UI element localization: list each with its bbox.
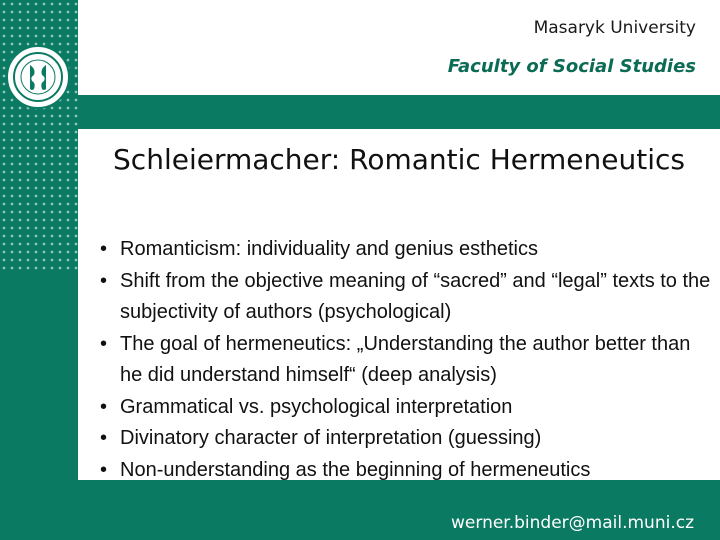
slide-header: [78, 0, 720, 95]
bullet-text: Romanticism: individuality and genius esthetics: [120, 238, 538, 260]
bullet-text: Grammatical vs. psychological interpretation: [120, 395, 513, 418]
bullet-text: Non-understanding as the beginning of hermeneutics: [120, 458, 591, 481]
bullet-icon: •: [100, 269, 108, 292]
header-band: [78, 95, 720, 129]
bullet-text: The goal of hermeneutics: „Understanding the author better than he did understand himself“ (deep analysis): [120, 332, 691, 386]
slide-title: Schleiermacher: Romantic Hermeneutics: [113, 143, 685, 176]
bullet-item: [100, 329, 712, 392]
university-name: Masaryk University: [533, 18, 696, 38]
university-seal-icon: [6, 45, 70, 109]
bullet-item: [100, 423, 712, 455]
bullet-item: [100, 392, 712, 424]
author-email: werner.binder@mail.muni.cz: [451, 513, 694, 533]
bullet-list: [100, 234, 712, 486]
bullet-text: Shift from the objective meaning of “sacred” and “legal” texts to the subjectivity of authors (psychological): [120, 269, 711, 323]
bullet-icon: •: [100, 458, 108, 481]
faculty-name: Faculty of Social Studies: [447, 56, 696, 77]
bullet-item: [100, 234, 712, 266]
side-strip: [0, 0, 78, 540]
footer-band: [78, 480, 720, 540]
bullet-icon: •: [100, 238, 108, 260]
bullet-icon: •: [100, 395, 108, 418]
bullet-text: Divinatory character of interpretation (guessing): [120, 427, 542, 449]
bullet-item: [100, 266, 712, 329]
letter-pattern: [0, 0, 78, 270]
bullet-icon: •: [100, 332, 108, 355]
bullet-icon: •: [100, 427, 108, 449]
